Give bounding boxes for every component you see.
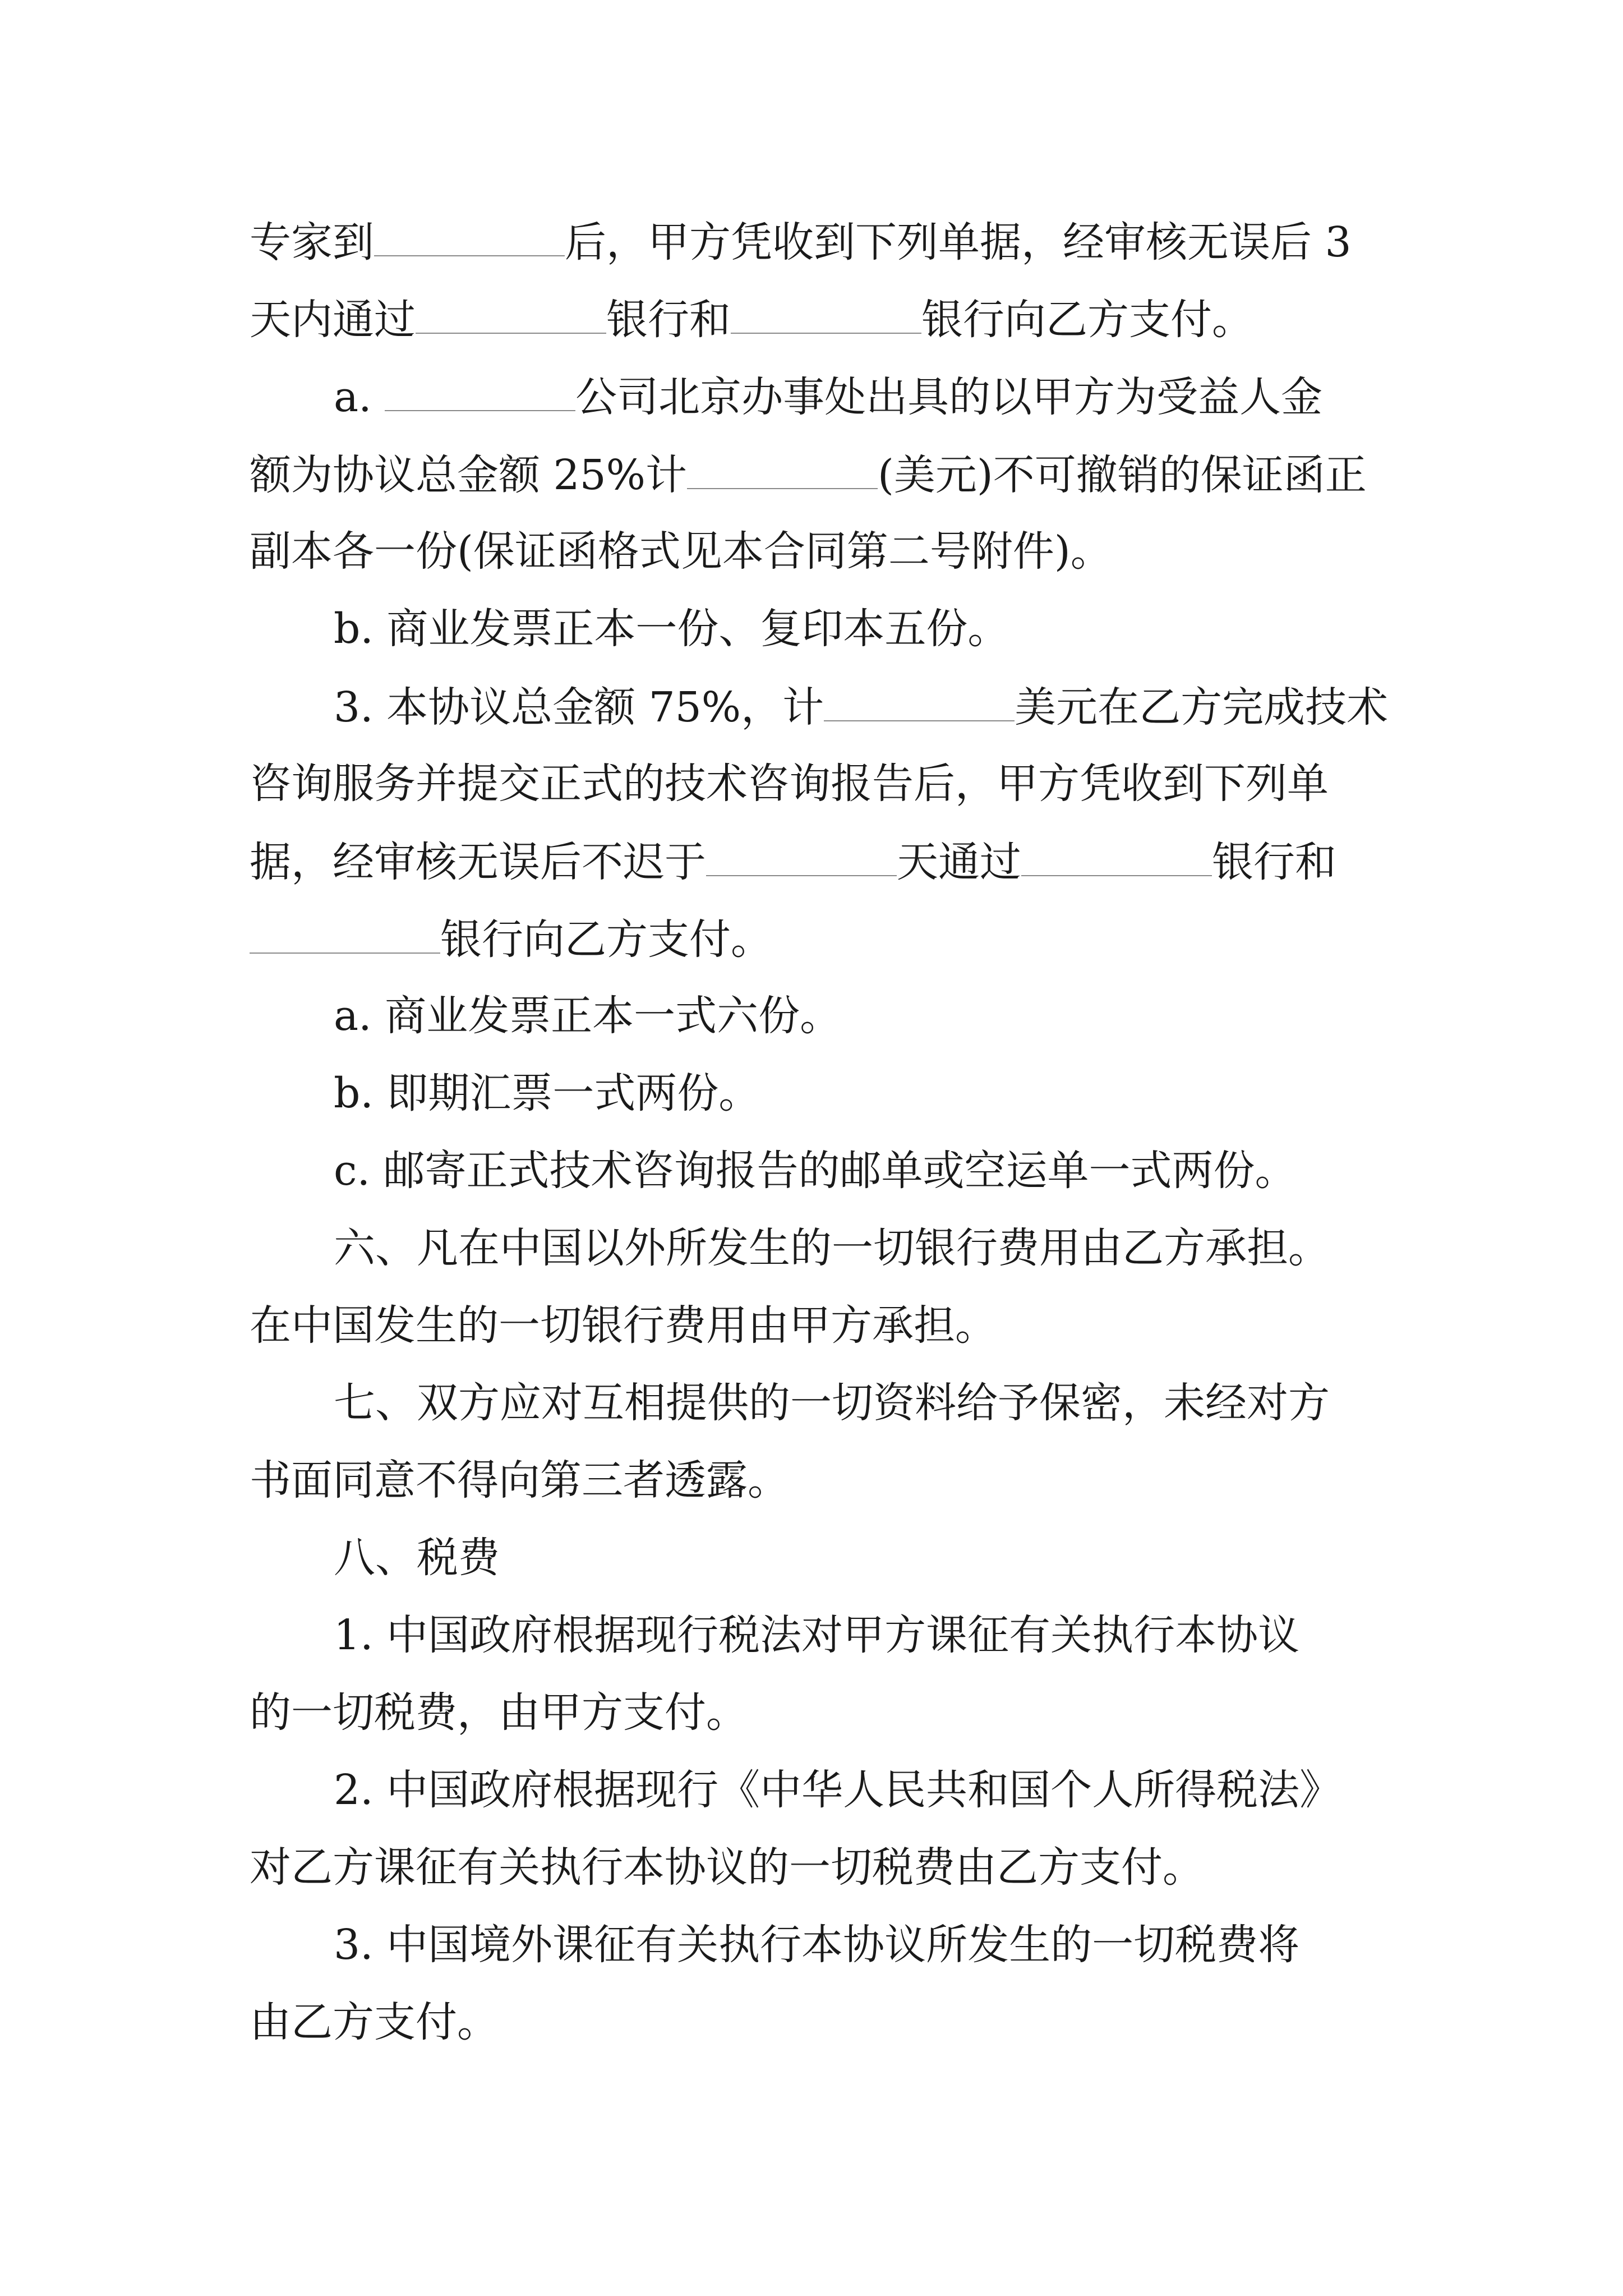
- text-line: [334, 1533, 500, 1583]
- text-segment: 银行和: [1212, 838, 1336, 886]
- text-segment: 银行和: [606, 296, 731, 344]
- text-segment: 后，甲方凭收到下列单据，经审核无误后 3: [565, 218, 1352, 266]
- text-line: [250, 293, 1253, 345]
- text-line: [334, 1068, 760, 1119]
- fill-in-blank: [374, 216, 565, 256]
- text-segment: 书面同意不得向第三者透露。: [250, 1456, 789, 1504]
- fill-in-blank: [731, 293, 921, 334]
- text-segment: 副本各一份(保证函格式见本合同第二号附件)。: [250, 527, 1112, 576]
- text-segment: 的一切税费，由甲方支付。: [250, 1688, 748, 1737]
- text-segment: 公司北京办事处出具的以甲方为受益人金: [575, 373, 1323, 421]
- text-segment: 3. 本协议总金额 75%，计: [334, 683, 824, 731]
- text-segment: 天通过: [897, 838, 1021, 886]
- fill-in-blank: [706, 836, 897, 876]
- text-line: [334, 1378, 1330, 1428]
- text-line: [250, 526, 1112, 577]
- text-segment: 银行向乙方支付。: [921, 296, 1253, 344]
- text-line: [334, 371, 1322, 422]
- text-segment: 在中国发生的一切银行费用由甲方承担。: [250, 1301, 997, 1350]
- text-segment: 对乙方课征有关执行本协议的一切税费由乙方支付。: [250, 1843, 1204, 1892]
- text-segment: 银行向乙方支付。: [440, 915, 772, 964]
- text-segment: 2. 中国政府根据现行《中华人民共和国个人所得税法》: [334, 1766, 1341, 1814]
- text-line: [250, 1842, 1204, 1893]
- fill-in-blank: [385, 371, 575, 411]
- text-segment: 天内通过: [250, 296, 416, 344]
- text-line: [334, 681, 1388, 733]
- text-segment: 七、双方应对互相提供的一切资料给予保密，未经对方: [334, 1379, 1330, 1427]
- text-segment: b. 商业发票正本一份、复印本五份。: [334, 605, 1009, 653]
- text-line: [334, 1145, 1297, 1196]
- fill-in-blank: [1021, 836, 1212, 876]
- text-segment: 据，经审核无误后不迟于: [250, 838, 706, 886]
- text-segment: 由乙方支付。: [250, 1998, 499, 2046]
- text-line: [250, 449, 1367, 500]
- text-segment: 美元在乙方完成技术: [1015, 683, 1389, 731]
- text-segment: 3. 中国境外课征有关执行本协议所发生的一切税费将: [334, 1921, 1300, 1969]
- text-line: [250, 836, 1336, 887]
- text-segment: (美元)不可撤销的保证函正: [878, 451, 1367, 499]
- text-line: [250, 758, 1329, 809]
- text-segment: 六、凡在中国以外所发生的一切银行费用由乙方承担。: [334, 1224, 1330, 1272]
- fill-in-blank: [687, 449, 878, 489]
- fill-in-blank: [824, 681, 1015, 721]
- text-line: [250, 216, 1352, 268]
- fill-in-blank: [416, 293, 606, 334]
- text-line: [334, 604, 1009, 654]
- text-segment: 额为协议总金额 25%计: [250, 451, 687, 499]
- text-segment: 专家到: [250, 218, 374, 266]
- text-segment: 咨询服务并提交正式的技术咨询报告后，甲方凭收到下列单: [250, 760, 1329, 808]
- text-segment: a. 商业发票正本一式六份。: [334, 992, 842, 1040]
- text-segment: 1. 中国政府根据现行税法对甲方课征有关执行本协议: [334, 1611, 1300, 1659]
- text-segment: b. 即期汇票一式两份。: [334, 1069, 760, 1117]
- text-line: [250, 1997, 499, 2047]
- text-line: [334, 1223, 1330, 1273]
- text-line: [334, 1765, 1341, 1815]
- text-line: [334, 1610, 1299, 1660]
- text-line: [250, 1455, 789, 1506]
- text-segment: a.: [334, 373, 385, 421]
- text-line: [334, 991, 841, 1041]
- text-line: [250, 1300, 997, 1351]
- text-line: [250, 1687, 748, 1738]
- fill-in-blank: [250, 913, 440, 954]
- text-line: [250, 913, 772, 965]
- text-segment: c. 邮寄正式技术咨询报告的邮单或空运单一式两份。: [334, 1147, 1297, 1195]
- section-heading: 八、税费: [334, 1534, 500, 1582]
- text-line: [334, 1920, 1299, 1970]
